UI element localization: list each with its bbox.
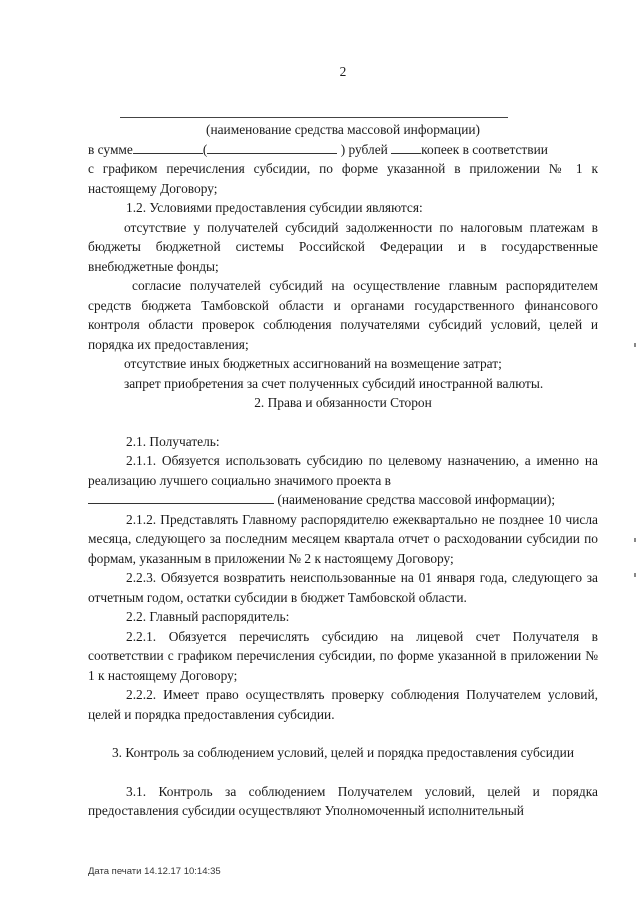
- sum-label: в сумме: [88, 141, 133, 157]
- clause-2-2-3: 2.2.3. Обязуется возвратить неиспользованные на 01 января года, следующего за отчетным годом, остатки субсидии в бюджет Тамбовской области.: [88, 570, 598, 605]
- print-date-footer: Дата печати 14.12.17 10:14:35: [88, 866, 221, 877]
- blank-sum-words: [207, 141, 337, 154]
- clause-2-2-2: 2.2.2. Имеет право осуществлять проверку соблюдения Получателем условий, целей и порядка предоставления субсидии.: [88, 687, 598, 722]
- page-number: 2: [339, 64, 347, 79]
- sum-kopeks: копеек в соответствии: [421, 141, 548, 157]
- media-name-caption-2: (наименование средства массовой информации);: [277, 492, 556, 507]
- clause-2-1: 2.1. Получатель:: [126, 433, 220, 449]
- condition-3: отсутствие иных бюджетных ассигнований на возмещение затрат;: [124, 356, 502, 371]
- section-2-heading: 2. Права и обязанности Сторон: [254, 395, 432, 410]
- sum-rubles: ) рублей: [340, 141, 388, 157]
- clause-1-2: 1.2. Условиями предоставления субсидии являются:: [126, 200, 423, 215]
- media-name-caption: (наименование средства массовой информации): [205, 122, 480, 137]
- condition-4: запрет приобретения за счет полученных субсидий иностранной валюты.: [124, 375, 544, 391]
- scan-mark: [634, 343, 636, 347]
- condition-1: отсутствие у получателей субсидий задолженности по налоговым платежам в бюджеты бюджетной системы Российской Федерации и в государственные внебюджетные фонды;: [88, 219, 598, 274]
- sum-open-paren: (: [202, 141, 208, 157]
- spacer: [88, 724, 598, 743]
- blank-media-name: [88, 491, 274, 504]
- spacer: [88, 763, 598, 782]
- scan-mark: [634, 573, 636, 577]
- clause-3-1: 3.1. Контроль за соблюдением Получателем условий, целей и порядка предоставления субсидии осуществляют Уполномоченный исполнительный: [88, 783, 598, 818]
- clause-2-2-1: 2.2.1. Обязуется перечислять субсидию на лицевой счет Получателя в соответствии с графиком перечисления субсидии, по форме указанной в приложении № 1 к настоящему Договору;: [88, 628, 598, 683]
- blank-sum: [133, 141, 203, 154]
- spacer: [88, 413, 598, 432]
- sum-paragraph-rest: с графиком перечисления субсидии, по форме указанной в приложении № 1 к настоящему Договору;: [88, 161, 598, 196]
- clause-2-1-2: 2.1.2. Представлять Главному распорядителю ежеквартально не позднее 10 числа месяца, следующего за последним месяцем квартала отчет о расходовании субсидии по формам, указанным в приложении № 2 к настоящему Договору;: [88, 511, 598, 566]
- scan-mark: [634, 538, 636, 542]
- clause-2-1-1: 2.1.1. Обязуется использовать субсидию по целевому назначению, а именно на реализацию лучшего социально значимого проекта в: [88, 453, 598, 488]
- section-3-heading: 3. Контроль за соблюдением условий, целей и порядка предоставления субсидии: [111, 745, 575, 760]
- blank-kopeks: [391, 141, 421, 154]
- condition-2: согласие получателей субсидий на осуществление главным распорядителем средств бюджета Тамбовской области и органами государственного финансового контроля области проверок соблюдения получателями субсидий условий, целей и порядка их предоставления;: [88, 278, 598, 352]
- document-body: [88, 117, 598, 821]
- clause-2-1-1-line: [88, 490, 598, 510]
- sum-line: [88, 140, 598, 160]
- clause-2-2: 2.2. Главный распорядитель:: [126, 609, 290, 624]
- document-page: [88, 0, 598, 905]
